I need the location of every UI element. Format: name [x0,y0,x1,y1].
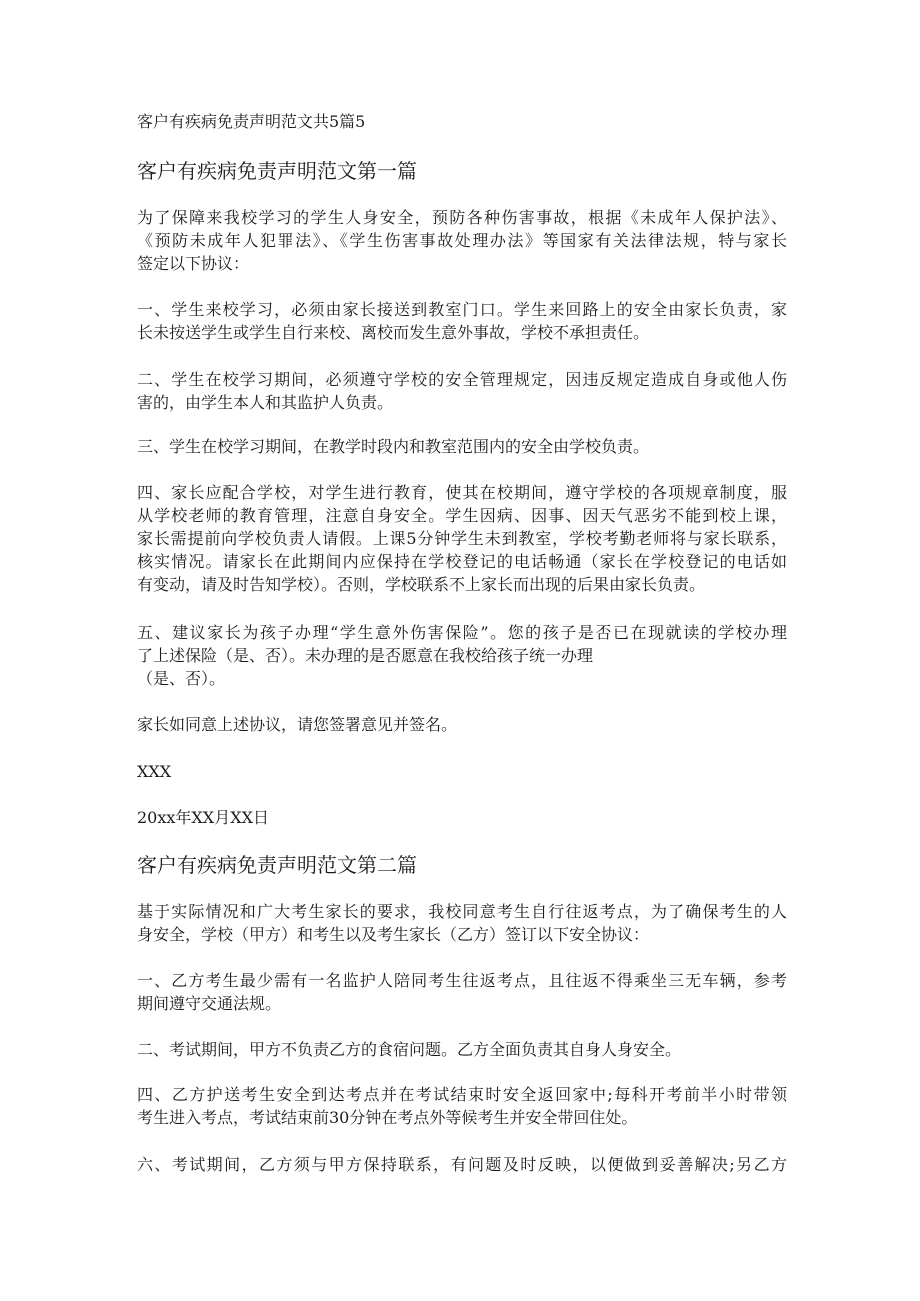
section-heading-1: 客户有疾病免责声明范文第一篇 [137,159,417,183]
paragraph-line: 《预防未成年人犯罪法》、《学生伤害事故处理办法》等国家有关法律法规，特与家长 [137,231,787,250]
document-title: 客户有疾病免责声明范文共5篇5 [137,112,366,131]
paragraph-line: 一、学生来校学习，必须由家长接送到教室门口。学生来回路上的安全由家长负责，家 [137,300,787,319]
paragraph-line: 考生进入考点，考试结束前30分钟在考点外等候考生并安全带回住处。 [137,1108,638,1127]
paragraph-line: 签定以下协议： [137,254,250,273]
paragraph [137,435,787,458]
paragraph-line: 五、建议家长为孩子办理“学生意外伤害保险”。您的孩子是否已在现就读的学校办理 [137,623,787,642]
paragraph-line: 二、学生在校学习期间，必须遵守学校的安全管理规定，因违反规定造成自身或他人伤 [137,370,787,389]
paragraph [137,900,787,946]
section-heading-2: 客户有疾病免责声明范文第二篇 [137,853,417,877]
paragraph [137,1153,787,1176]
paragraph-line: 期间遵守交通法规。 [137,994,282,1013]
paragraph-line: 核实情况。请家长在此期间内应保持在学校登记的电话畅通（家长在学校登记的电话如 [137,552,787,571]
paragraph-line: 了上述保险（是、否）。未办理的是否愿意在我校给孩子统一办理 [137,646,594,665]
paragraph [137,206,787,275]
paragraph-line: 身安全，学校（甲方）和考生以及考生家长（乙方）签订以下安全协议： [137,925,650,944]
paragraph [137,969,787,1015]
paragraph-line: 为了保障来我校学习的学生人身安全，预防各种伤害事故，根据《未成年人保护法》、 [137,208,787,227]
signature-date [137,806,787,829]
paragraph-line: 基于实际情况和广大考生家长的要求，我校同意考生自行往返考点，为了确保考生的人 [137,902,787,921]
paragraph-line: 害的，由学生本人和其监护人负责。 [137,393,394,412]
paragraph [137,368,787,414]
paragraph-line: 从学校老师的教育管理，注意自身安全。学生因病、因事、因天气恶劣不能到校上课， [137,506,787,525]
paragraph-line: 四、家长应配合学校，对学生进行教育，使其在校期间，遵守学校的各项规章制度，服 [137,483,787,502]
paragraph-line: XXX [137,762,172,781]
paragraph-line: 有变动，请及时告知学校）。否则，学校联系不上家长而出现的后果由家长负责。 [137,575,706,594]
signature-name [137,760,787,783]
paragraph-line: 一、乙方考生最少需有一名监护人陪同考生往返考点，且往返不得乘坐三无车辆，参考 [137,971,787,990]
paragraph [137,481,787,596]
paragraph [137,1083,787,1129]
paragraph-line: 家长如同意上述协议，请您签署意见并签名。 [137,715,458,734]
paragraph [137,713,787,736]
paragraph-line: 六、考试期间，乙方须与甲方保持联系，有问题及时反映，以便做到妥善解决;另乙方 [137,1155,787,1174]
paragraph-line: 20xx年XX月XX日 [137,808,269,827]
paragraph [137,1038,787,1061]
paragraph-line: 二、考试期间，甲方不负责乙方的食宿问题。乙方全面负责其自身人身安全。 [137,1040,682,1059]
paragraph-line: 三、学生在校学习期间，在教学时段内和教室范围内的安全由学校负责。 [137,437,650,456]
paragraph-line: 家长需提前向学校负责人请假。上课5分钟学生未到教室，学校考勤老师将与家长联系， [137,529,787,548]
paragraph [137,298,787,344]
paragraph-line: 四、乙方护送考生安全到达考点并在考试结束时安全返回家中;每科开考前半小时带领 [137,1085,787,1104]
paragraph-line: 长未按送学生或学生自行来校、离校而发生意外事故，学校不承担责任。 [137,323,650,342]
paragraph-line: （是、否）。 [137,669,226,688]
paragraph [137,621,787,690]
